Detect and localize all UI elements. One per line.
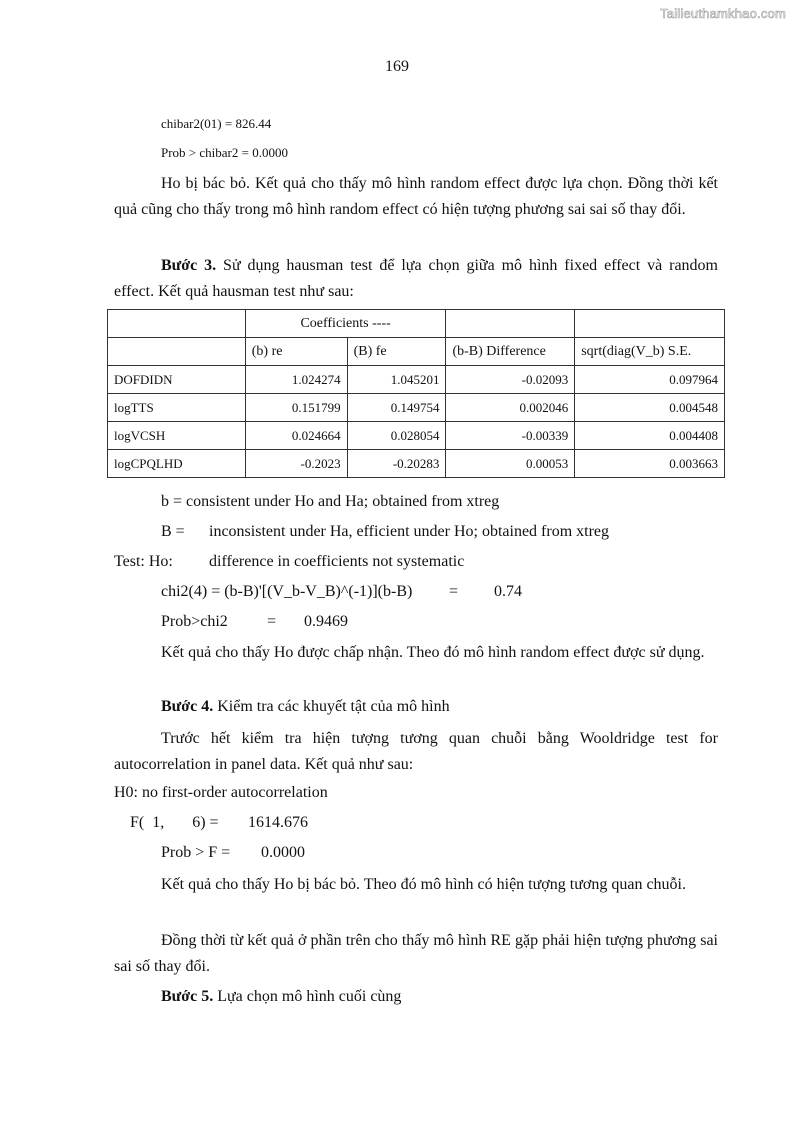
f-stat-value: 1614.676 [248, 814, 308, 831]
prob-chi2-label: Prob>chi2 [161, 613, 228, 630]
prob-chi2-equals: = [267, 613, 277, 630]
row-fe: 0.149754 [347, 394, 446, 422]
table-header-fe: (B) fe [347, 338, 446, 366]
row-fe: -0.20283 [347, 450, 446, 478]
row-diff: -0.02093 [446, 366, 575, 394]
note-b: b = consistent under Ho and Ha; obtained from xtreg [161, 493, 500, 510]
row-se: 0.003663 [575, 450, 725, 478]
paragraph-ho-accepted: Kết quả cho thấy Ho được chấp nhận. Theo đó mô hình random effect được sử dụng. [161, 644, 705, 661]
paragraph-wooldridge: Trước hết kiểm tra hiện tượng tương quan chuỗi bằng Wooldridge test for autocorrelation in panel data. Kết quả như sau: [114, 730, 718, 773]
table-header-se: sqrt(diag(V_b) S.E. [575, 338, 725, 366]
step5-label: Bước 5. [161, 988, 214, 1005]
paragraph-ho-rejected: Ho bị bác bỏ. Kết quả cho thấy mô hình random effect được lựa chọn. Đồng thời kết quả cũng cho thấy trong mô hình random effect có hiện tượng phương sai sai số thay đổi. [114, 175, 718, 218]
f-stat-label: F( 1, 6) = [130, 814, 219, 831]
coefficients-header: Coefficients ---- [245, 310, 446, 338]
row-variable: logTTS [108, 394, 246, 422]
step3-paragraph [114, 253, 718, 305]
chibar-statistic: chibar2(01) = 826.44 [161, 116, 272, 131]
paragraph-heteroskedasticity: Đồng thời từ kết quả ở phần trên cho thấy mô hình RE gặp phải hiện tượng phương sai sai số thay đổi. [114, 932, 718, 975]
table-cell [108, 310, 246, 338]
row-fe: 1.045201 [347, 366, 446, 394]
row-re: -0.2023 [245, 450, 347, 478]
table-header-cell [108, 338, 246, 366]
step3-text: Sử dụng hausman test để lựa chọn giữa mô hình fixed effect và random effect. Kết quả hausman test như sau: [114, 257, 718, 300]
table-header-difference: (b-B) Difference [446, 338, 575, 366]
row-se: 0.004548 [575, 394, 725, 422]
table-cell [446, 310, 575, 338]
page-number: 169 [385, 58, 409, 75]
row-re: 0.151799 [245, 394, 347, 422]
row-diff: -0.00339 [446, 422, 575, 450]
chibar-prob: Prob > chibar2 = 0.0000 [161, 145, 288, 160]
row-se: 0.004408 [575, 422, 725, 450]
hausman-table [107, 309, 725, 478]
table-header-row [108, 338, 725, 366]
table-row [108, 366, 725, 394]
row-variable: logCPQLHD [108, 450, 246, 478]
table-row [108, 450, 725, 478]
row-re: 1.024274 [245, 366, 347, 394]
row-se: 0.097964 [575, 366, 725, 394]
step3-label: Bước 3. [161, 257, 217, 274]
table-row [108, 394, 725, 422]
test-text: difference in coefficients not systematic [209, 553, 465, 570]
table-group-header-row [108, 310, 725, 338]
table-header-re: (b) re [245, 338, 347, 366]
row-diff: 0.00053 [446, 450, 575, 478]
prob-f-value: 0.0000 [261, 844, 305, 861]
h0-line: H0: no first-order autocorrelation [114, 784, 328, 801]
row-variable: DOFDIDN [108, 366, 246, 394]
row-diff: 0.002046 [446, 394, 575, 422]
row-fe: 0.028054 [347, 422, 446, 450]
chi2-expression: chi2(4) = (b-B)'[(V_b-V_B)^(-1)](b-B) [161, 583, 413, 600]
prob-f-label: Prob > F = [161, 844, 231, 861]
test-label: Test: Ho: [114, 553, 173, 570]
note-B-text: inconsistent under Ha, efficient under Ho; obtained from xtreg [209, 523, 610, 540]
prob-chi2-value: 0.9469 [304, 613, 348, 630]
chi2-equals: = [449, 583, 459, 600]
paragraph-serial-correlation: Kết quả cho thấy Ho bị bác bỏ. Theo đó mô hình có hiện tượng tương quan chuỗi. [161, 876, 686, 893]
chi2-value: 0.74 [494, 583, 522, 600]
step4-label: Bước 4. [161, 698, 214, 715]
step4-text: Kiểm tra các khuyết tật của mô hình [213, 698, 450, 715]
note-B-label: B = [161, 523, 185, 540]
row-re: 0.024664 [245, 422, 347, 450]
row-variable: logVCSH [108, 422, 246, 450]
watermark: Tailieuthamkhao.com [660, 6, 786, 21]
step5-heading [161, 988, 401, 1006]
table-cell [575, 310, 725, 338]
step4-heading [161, 698, 450, 716]
table-row [108, 422, 725, 450]
step5-text: Lựa chọn mô hình cuối cùng [213, 988, 402, 1005]
